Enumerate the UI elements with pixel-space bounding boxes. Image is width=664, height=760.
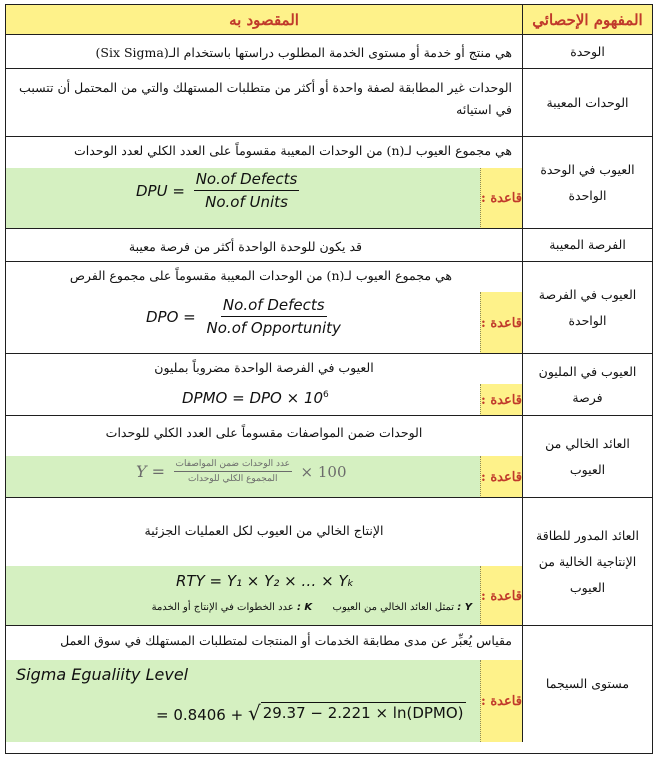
dpu-rule-label-text: قاعدة :	[481, 191, 522, 206]
dpu-lhs: DPU =	[136, 181, 185, 200]
sigma-concept	[523, 626, 652, 742]
defective-units-description-text: الوحدات غير المطابقة لصفة واحدة أو أكثر من متطلبات المستهلك والتي من المحتمل أن تتسبب في استيائه	[19, 80, 512, 117]
yield-fraction	[174, 459, 293, 484]
dpo-lhs: DPO =	[146, 307, 196, 326]
dpu-fraction	[194, 170, 300, 211]
dpu-formula	[136, 170, 299, 211]
sigma-description-text: مقياس يُعبِّر عن مدى مطابقة الخدمات أو المنتجات لمتطلبات المستهلك في سوق العمل	[60, 633, 512, 648]
dpu-description-text: هي مجموع العيوب لـ(n) من الوحدات المعيبة مقسوماً على العدد الكلي لعدد الوحدات	[73, 143, 512, 158]
rty-note-y-symbol: Y :	[457, 602, 472, 613]
dpu-concept-text: العيوب في الوحدة الواحدة	[540, 161, 635, 203]
dpo-description-text: هي مجموع العيوب لـ(n) من الوحدات المعيبة مقسوماً على مجموع الفرص	[69, 268, 452, 283]
yield-description	[6, 416, 523, 498]
dpo-denominator: No.of Opportunity	[206, 319, 341, 337]
sigma-equation	[156, 702, 466, 724]
sigma-title: Sigma Egualiity Level	[16, 665, 189, 684]
rty-note-k-symbol: K :	[296, 602, 313, 613]
sigma-formula-area	[6, 660, 480, 742]
unit-concept	[523, 35, 652, 69]
defective-units-description	[6, 69, 523, 137]
opportunity-description	[6, 229, 523, 262]
rty-rule-label-text: قاعدة :	[481, 588, 522, 604]
dpmo-concept	[523, 354, 652, 416]
dpo-formula	[146, 296, 343, 337]
dpo-rule-label	[480, 292, 522, 354]
sqrt-icon: √	[247, 701, 261, 725]
sigma-eq-root: 29.37 − 2.221 × ln(DPMO)	[262, 704, 464, 722]
dpu-denominator: No.of Units	[205, 193, 288, 211]
dpo-description	[6, 262, 523, 354]
dpmo-description	[6, 354, 523, 416]
rty-note	[152, 602, 472, 613]
dpo-numerator: No.of Defects	[221, 296, 327, 317]
yield-rhs: × 100	[300, 462, 347, 481]
dpu-concept	[523, 137, 652, 229]
rty-concept	[523, 498, 652, 626]
rty-note-y-text: تمثل العائد الخالي من العيوب	[332, 602, 455, 613]
opportunity-description-text: قد يكون للوحدة الواحدة أكثر من فرصة معيبة	[128, 238, 362, 254]
dpmo-exponent: 6	[323, 390, 329, 400]
opportunity-concept-text: الفرصة المعيبة	[549, 237, 626, 252]
rty-concept-text: العائد المدور للطاقة الإنتاجية الخالية من العيوب	[536, 527, 639, 595]
sigma-rule-label-text: قاعدة :	[481, 693, 522, 709]
dpmo-concept-text: العيوب في المليون فرصة	[538, 363, 637, 405]
concepts-table	[5, 4, 653, 754]
rty-rule-label	[480, 566, 522, 626]
yield-lhs: Y =	[136, 462, 166, 481]
dpo-concept-text: العيوب في الفرصة الواحدة	[538, 286, 637, 328]
dpu-rule-label	[480, 168, 522, 229]
sigma-concept-text: مستوى السيجما	[545, 676, 630, 691]
unit-description	[6, 35, 523, 69]
dpmo-description-text: العيوب في الفرصة الواحدة مضروباً بمليون	[154, 360, 374, 375]
yield-rule-label-text: قاعدة :	[481, 469, 522, 485]
rty-formula-area	[6, 566, 480, 626]
header-meaning-text: المقصود به	[229, 10, 299, 29]
dpu-numerator: No.of Defects	[194, 170, 300, 191]
sigma-rule-label	[480, 660, 522, 742]
yield-rule-label	[480, 456, 522, 498]
dpu-formula-area	[6, 168, 480, 229]
yield-concept-text: العائد الخالي من العيوب	[545, 435, 630, 477]
yield-formula-area	[6, 456, 480, 498]
rty-note-k-text: عدد الخطوات في الإنتاج أو الخدمة	[151, 602, 294, 613]
defective-units-concept-text: الوحدات المعيبة	[546, 94, 629, 110]
dpmo-formula	[182, 389, 329, 407]
dpo-rule-label-text: قاعدة :	[481, 315, 522, 331]
rty-description	[6, 498, 523, 626]
header-concept	[523, 5, 652, 35]
yield-numerator: عدد الوحدات ضمن المواصفات	[174, 459, 293, 472]
header-concept-text: المفهوم الإحصائي	[532, 10, 643, 29]
yield-description-text: الوحدات ضمن المواصفات مقسوماً على العدد الكلي للوحدات	[105, 425, 423, 440]
unit-description-text: هي منتج أو خدمة أو مستوى الخدمة المطلوب دراستها باستخدام الـ(Six Sigma)	[95, 45, 512, 60]
yield-formula	[136, 459, 346, 484]
dpu-description	[6, 137, 523, 229]
dpo-concept	[523, 262, 652, 354]
opportunity-concept	[523, 229, 652, 262]
rty-description-text: الإنتاج الخالي من العيوب لكل العمليات الجزئية	[144, 523, 384, 538]
defective-units-concept	[523, 69, 652, 137]
sigma-sqrt	[247, 701, 466, 725]
dpmo-rule-label	[480, 384, 522, 416]
yield-concept	[523, 416, 652, 498]
rty-formula-text: RTY = Y₁ × Y₂ × … × Yₖ	[176, 572, 355, 590]
yield-denominator: المجموع الكلي للوحدات	[188, 474, 278, 484]
dpmo-formula-text: DPMO = DPO × 10	[182, 389, 324, 407]
dpmo-rule-label-text: قاعدة :	[481, 392, 522, 408]
sigma-eq-lhs: = 0.8406 +	[156, 706, 244, 724]
header-meaning	[6, 5, 523, 35]
sigma-description	[6, 626, 523, 742]
rty-formula	[176, 572, 354, 590]
unit-concept-text: الوحدة	[570, 43, 605, 59]
dpo-fraction	[205, 296, 343, 337]
